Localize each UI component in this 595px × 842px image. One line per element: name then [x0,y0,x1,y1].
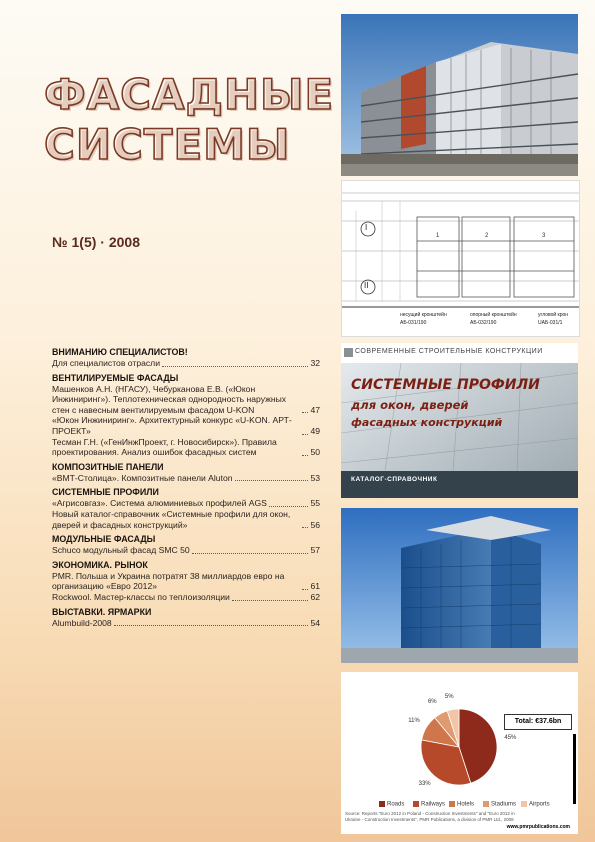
toc-entry[interactable] [52,592,320,603]
legend-swatch [379,801,385,807]
caption-3: угловой крон [538,312,569,318]
panel-num-2: 2 [485,233,489,239]
dot-leader [302,455,308,456]
toc-section-heading: ВЕНТИЛИРУЕМЫЕ ФАСАДЫ [52,372,179,383]
toc-entry[interactable] [52,358,320,369]
toc-page-number: 62 [310,591,320,602]
dot-leader [162,366,308,367]
toc-entry[interactable] [52,384,320,416]
toc-entry-text: Rockwool. Мастер-классы по теплоизоляции [52,591,230,602]
catalog-title-2: для окон, дверей [351,398,469,412]
pie-chart [341,672,578,834]
legend-label: Airports [529,801,550,808]
pie-value-label: 45% [504,735,517,742]
toc-entry-text: Schuco модульный фасад SMC 50 [52,545,190,556]
dot-leader [192,553,308,554]
catalog-cover [341,343,578,498]
table-of-contents [52,343,320,628]
toc-page-number: 57 [310,545,320,556]
pie-value-label: 5% [444,693,454,700]
magazine-title [44,70,334,170]
facade-drawing [341,180,580,337]
dot-leader [114,625,308,626]
catalog-header: СОВРЕМЕННЫЕ СТРОИТЕЛЬНЫЕ КОНСТРУКЦИИ [355,348,543,355]
toc-entry[interactable] [52,415,320,436]
catalog-title-1: СИСТЕМНЫЕ ПРОФИЛИ [351,377,540,393]
legend-swatch [413,801,419,807]
toc-page-number: 55 [310,498,320,509]
toc-page-number: 61 [310,581,320,592]
legend-item-railways [413,801,445,808]
toc-entry[interactable] [52,498,320,509]
building-photo-2 [341,508,578,663]
publisher-url: www.pmrpublications.com [506,824,570,830]
publisher-logo [344,348,353,357]
toc-page-number: 32 [310,358,320,368]
title-line-2: СИСТЕМЫ [44,120,291,169]
side-mark [573,734,576,804]
source-line-2: Ukraine - Construction Investments", PMR Publications, a division of PMR Ltd., 2008 [345,816,514,822]
dot-leader [235,480,308,481]
dot-leader [302,434,308,435]
toc-entry-text: Для специалистов отрасли [52,358,160,368]
toc-section-heading: ЭКОНОМИКА. РЫНОК [52,559,148,570]
legend-item-roads [379,801,404,808]
catalog-header-bar [341,343,578,363]
building-photo-1 [341,14,578,176]
legend-swatch [449,801,455,807]
toc-page-number: 54 [310,617,320,628]
catalog-footer: КАТАЛОГ-СПРАВОЧНИК [351,476,438,483]
panel-num-1: 1 [436,233,440,239]
toc-section-heading: КОМПОЗИТНЫЕ ПАНЕЛИ [52,461,164,472]
toc-section-heading: ВЫСТАВКИ. ЯРМАРКИ [52,606,152,617]
toc-section-heading: МОДУЛЬНЫЕ ФАСАДЫ [52,534,156,545]
code-1: АБ-031/190 [400,320,427,326]
legend-item-airports [521,801,550,808]
panel-num-3: 3 [542,233,546,239]
toc-entry[interactable] [52,571,320,592]
toc-entry[interactable] [52,618,320,629]
toc-section-heading: СИСТЕМНЫЕ ПРОФИЛИ [52,487,159,498]
toc-page-number: 50 [310,447,320,458]
toc-entry-text: «Юкон Инжиниринг». Архитектурный конкурс «U-KON. АРТ-ПРОЕКТ» [52,415,292,436]
pie-value-label: 11% [408,717,420,724]
legend-swatch [483,801,489,807]
chart-total: Total: €37.6bn [504,714,572,730]
toc-entry-text: PMR. Польша и Украина потратят 38 миллиардов евро на организацию «Евро 2012» [52,570,285,592]
toc-entry[interactable] [52,509,320,530]
toc-entry-text: Alumbuild-2008 [52,617,112,628]
marker-1: I [365,223,368,232]
legend-label: Railways [421,801,446,808]
legend-item-hotels [449,801,474,808]
pie-value-label: 6% [427,699,437,706]
legend-label: Roads [387,801,405,808]
toc-entry-text: Тесман Г.Н. («ГенИнжПроект, г. Новосибирск»). Правила проектирования. Анализ ошибок фасадных систем [52,436,277,458]
toc-page-number: 47 [310,404,320,415]
chart-source [345,811,545,822]
title-line-1: ФАСАДНЫЕ [44,70,335,119]
toc-page-number: 53 [310,472,320,483]
dot-leader [269,506,308,507]
code-2: АБ-032/190 [470,320,497,326]
toc-entry[interactable] [52,473,320,484]
dot-leader [232,600,308,601]
pie-svg [341,672,578,834]
marker-2: II [364,281,369,290]
toc-entry-text: Новый каталог-справочник «Системные профили для окон, дверей и фасадных конструкций» [52,508,291,530]
caption-2: опорный кронштейн [470,312,517,318]
toc-entry[interactable] [52,545,320,556]
dot-leader [302,412,308,413]
toc-entry[interactable] [52,437,320,458]
dot-leader [302,589,308,590]
legend-label: Hotels [457,801,475,808]
issue-number: № 1(5) · 2008 [52,234,140,250]
legend-label: Stadiums [491,801,517,808]
toc-entry-text: «Агрисовгаз». Система алюминиевых профилей AGS [52,498,267,509]
toc-entry-text: Машенков А.Н. (НГАСУ), Чебурканова Е.В. («Юкон Инжиниринг»). Теплотехническая однородность наружных стен с навесным вентилируемым фасадом U-KON [52,383,287,415]
toc-page-number: 49 [310,425,320,436]
toc-entry-text: «ВМТ-Столица». Композитные панели Aluton [52,472,233,483]
caption-1: несущий кронштейн [400,312,447,318]
catalog-title-3: фасадных конструкций [351,416,503,429]
toc-section-heading: ВНИМАНИЮ СПЕЦИАЛИСТОВ! [52,347,188,357]
source-line-1: Source: Reports "Euro 2012 in Poland - Construction Investments" and "Euro 2012 in [345,811,515,816]
toc-page-number: 56 [310,519,320,530]
pie-value-label: 33% [418,780,431,787]
legend-item-stadiums [483,801,516,808]
code-3: UAБ-031/1 [538,320,563,326]
dot-leader [302,527,308,528]
legend-swatch [521,801,527,807]
